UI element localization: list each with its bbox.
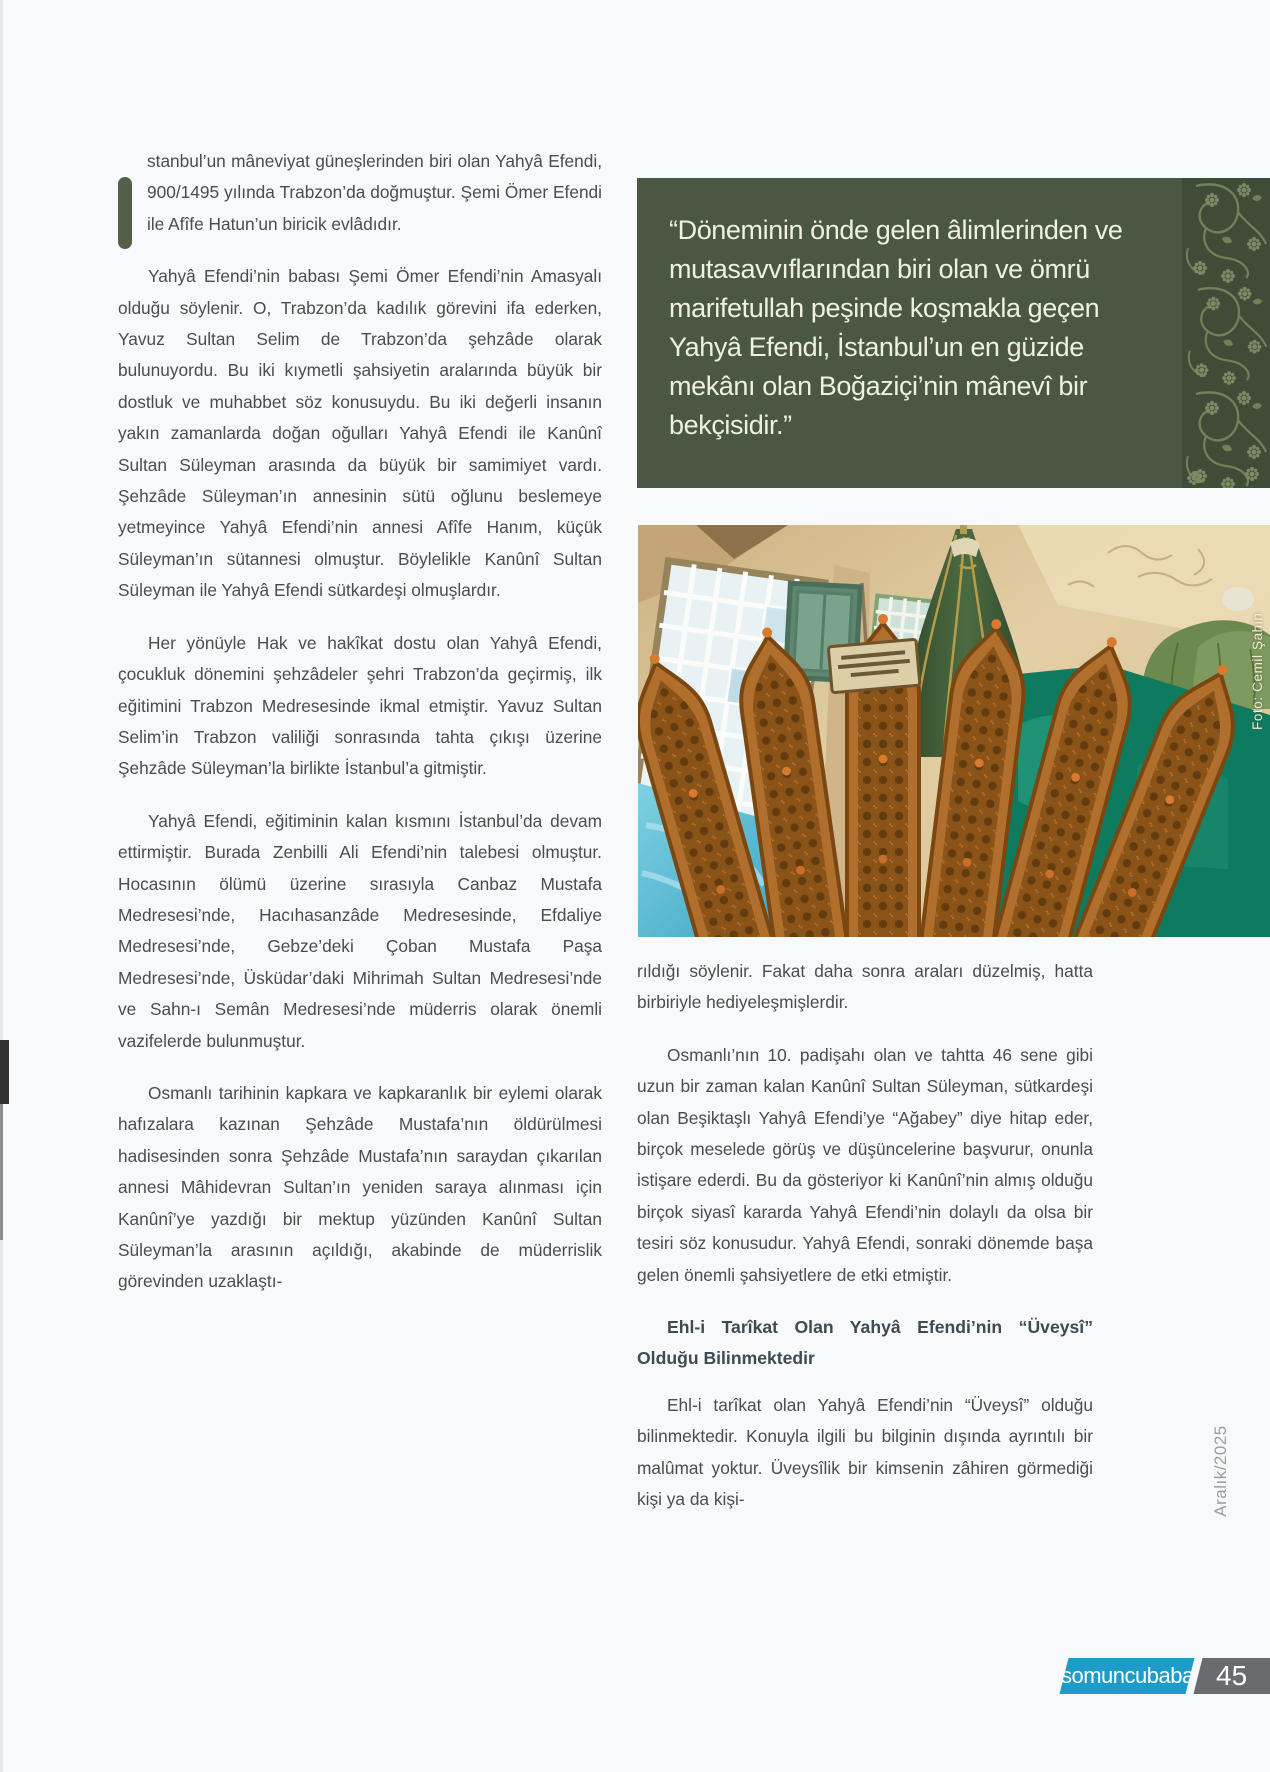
paragraph: Her yönüyle Hak ve hakîkat dostu olan Yahyâ Efendi, çocukluk dönemini şehzâdeler şehri Trabzon’da geçirmiş, ilk eğitimini Trabzon Medresesinde ikmal etmiştir. Yavuz Sultan Selim’in Trabzon valiliği sonrasında tahta çıkışı üzerine Şehzâde Süleyman’la birlikte İstanbul’a gitmiştir. <box>118 632 602 779</box>
tomb-photo <box>638 525 1270 937</box>
tomb-plaque <box>828 639 920 692</box>
photo-credit: Foto: Cemil Şahin <box>1250 612 1265 730</box>
arabesque-pattern-icon <box>1182 178 1270 488</box>
paragraph: rıldığı söylenir. Fakat daha sonra araları düzelmiş, hatta birbiriyle hediyeleşmişlerdir. <box>637 961 1093 1013</box>
right-column <box>637 956 1093 1537</box>
drop-cap-letter-i <box>118 146 147 242</box>
paragraph-text: stanbul’un mâneviyat güneşlerinden biri olan Yahyâ Efendi, 900/1495 yılında Trabzon’da doğmuştur. Şemi Ömer Efendi ile Afîfe Hatun’un biricik evlâdıdır. <box>147 151 602 234</box>
page-number-badge <box>1194 1658 1270 1694</box>
section-heading: Ehl-i Tarîkat Olan Yahyâ Efendi’nin “Üveysî” Olduğu Bilinmektedir <box>637 1317 1093 1368</box>
page-edge-line <box>0 0 3 1772</box>
brand-logo <box>1060 1658 1195 1694</box>
page-number: 45 <box>1216 1660 1248 1691</box>
left-edge-line <box>0 1104 3 1240</box>
left-column <box>118 146 602 1319</box>
paragraph: Yahyâ Efendi’nin babası Şemi Ömer Efendi’nin Amasyalı olduğu söylenir. O, Trabzon’da kadılık görevini ifa ederken, Yavuz Sultan Selim de Trabzon’da şehzâde olarak bulunuyordu. Bu iki kıymetli şahsiyetin aralarında büyük bir dostluk ve muhabbet söz konusuydu. Bu iki değerli insanın yakın zamanlarda doğan oğulları Yahyâ Efendi ile Kanûnî Sultan Süleyman arasında da büyük bir samimiyet vardı. Şehzâde Süleyman’ın annesinin sütü oğlunu beslemeye yetmeyince Yahyâ Efendi’nin annesi Afîfe Hanım, küçük Süleyman’ın sütannesi olmuştur. Böylelikle Kanûnî Sultan Süleyman ile Yahyâ Efendi sütkardeşi olmuşlardır. <box>118 266 602 601</box>
pull-quote-box <box>637 178 1182 488</box>
left-edge-mark <box>0 1040 9 1104</box>
paragraph: Osmanlı’nın 10. padişahı olan ve tahtta 46 sene gibi uzun bir zaman kalan Kanûnî Sultan Süleyman, sütkardeşi olan Beşiktaşlı Yahyâ Efendi’ye “Ağabey” diye hitap eder, birçok meselede görüş ve düşüncelerine başvurur, onunla istişare ederdi. Bu da gösteriyor ki Kanûnî’nin almış olduğu birçok siyasî kararda Yahyâ Efendi’nin dolaylı da olsa bir tesiri söz konusudur. Yahyâ Efendi, sonraki dönemde başa gelen önemli şahsiyetlere de etki etmiştir. <box>637 1044 1093 1285</box>
tomb-photo-illustration <box>638 525 1270 937</box>
paragraph: Osmanlı tarihinin kapkara ve kapkaranlık bir eylemi olarak hafızalara kazınan Şehzâde Mustafa’nın öldürülmesi hadisesinden sonra Şehzâde Mustafa’nın saraydan çıkarılan annesi Mâhidevran Sultan’ın yeniden saraya alınması için Kanûnî’ye yazdığı bir mektup yüzünden Kanûnî Sultan Süleyman’la arasının açıldığı, akabinde de müderrislik görevinden uzaklaştı- <box>118 1082 602 1292</box>
paragraph: Ehl-i tarîkat olan Yahyâ Efendi’nin “Üveysî” olduğu bilinmektedir. Konuyla ilgili bu bilginin dışında ayrıntılı bir malûmat yoktur. Üveysîlik bir kimsenin zâhiren görmediği kişi ya da kişi- <box>637 1395 1093 1510</box>
brand-logo-text: somuncubaba <box>1060 1663 1194 1688</box>
issue-date: Aralık/2025 <box>1211 1425 1230 1517</box>
paragraph: Yahyâ Efendi, eğitiminin kalan kısmını İstanbul’da devam ettirmiştir. Burada Zenbilli Ali Efendi’nin talebesi olmuştur. Hocasının ölümü üzerine sırasıyla Canbaz Mustafa Medresesi’nde, Hacıhasanzâde Medresesinde, Efdaliye Medresesi’nde, Gebze’deki Çoban Mustafa Paşa Medresesi’nde, Üsküdar’daki Mihrimah Sultan Medresesi’nde ve Sahn-ı Semân Medresesi’nde müderris olarak önemli vazifelerde bulunmuştur. <box>118 810 602 1051</box>
pull-quote-text: “Döneminin önde gelen âlimlerinden ve mutasavvıflarından biri olan ve ömrü marifetullah peşinde koşmakla geçen Yahyâ Efendi, İstanbul’un en güzide mekânı olan Boğaziçi’nin mânevî bir bekçisidir.” <box>669 215 1123 440</box>
paragraph <box>118 146 602 240</box>
drop-cap-bar <box>118 177 132 249</box>
floral-ornament-strip <box>1182 178 1270 488</box>
